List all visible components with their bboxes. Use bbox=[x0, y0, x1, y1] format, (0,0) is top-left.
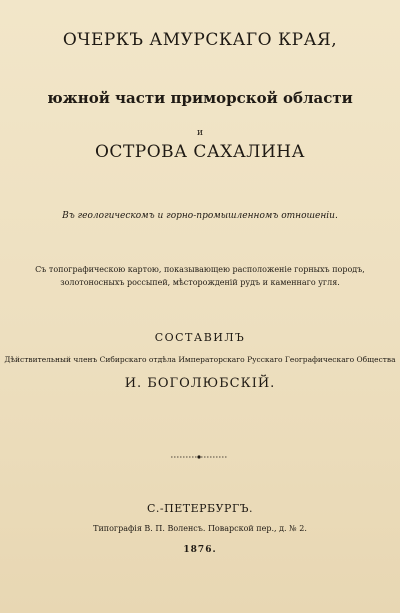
imprint-year: 1876. bbox=[183, 545, 217, 555]
map-note-line-1: Съ топографическою картою, показывающею расположеніе горныхъ породъ, bbox=[35, 265, 365, 274]
author-name: И. БОГОЛЮБСКІЙ. bbox=[124, 376, 276, 391]
title-line-3: ОСТРОВА САХАЛИНА bbox=[95, 142, 305, 162]
map-note bbox=[0, 263, 400, 289]
author-affiliation: Дѣйствительный членъ Сибирскаго отдѣла Императорскаго Русскаго Географическаго Общества bbox=[4, 355, 396, 364]
ornamental-divider bbox=[171, 454, 227, 460]
title-line-2: южной части приморской области bbox=[47, 89, 353, 107]
subtitle: Въ геологическомъ и горно-промышленномъ отношеніи. bbox=[62, 211, 338, 221]
divider-ornament-icon bbox=[171, 454, 227, 460]
imprint-city: С.-ПЕТЕРБУРГЪ. bbox=[147, 502, 253, 515]
imprint-printer: Типографія В. П. Воленсъ. Поварской пер., д. № 2. bbox=[93, 524, 307, 533]
author-label: СОСТАВИЛЪ bbox=[154, 331, 246, 344]
title-connector: и bbox=[197, 128, 203, 138]
title-line-1: ОЧЕРКЪ АМУРСКАГО КРАЯ, bbox=[62, 30, 338, 50]
map-note-line-2: золотоносныхъ россыпей, мѣсторожденій рудъ и каменнаго угля. bbox=[60, 278, 340, 287]
